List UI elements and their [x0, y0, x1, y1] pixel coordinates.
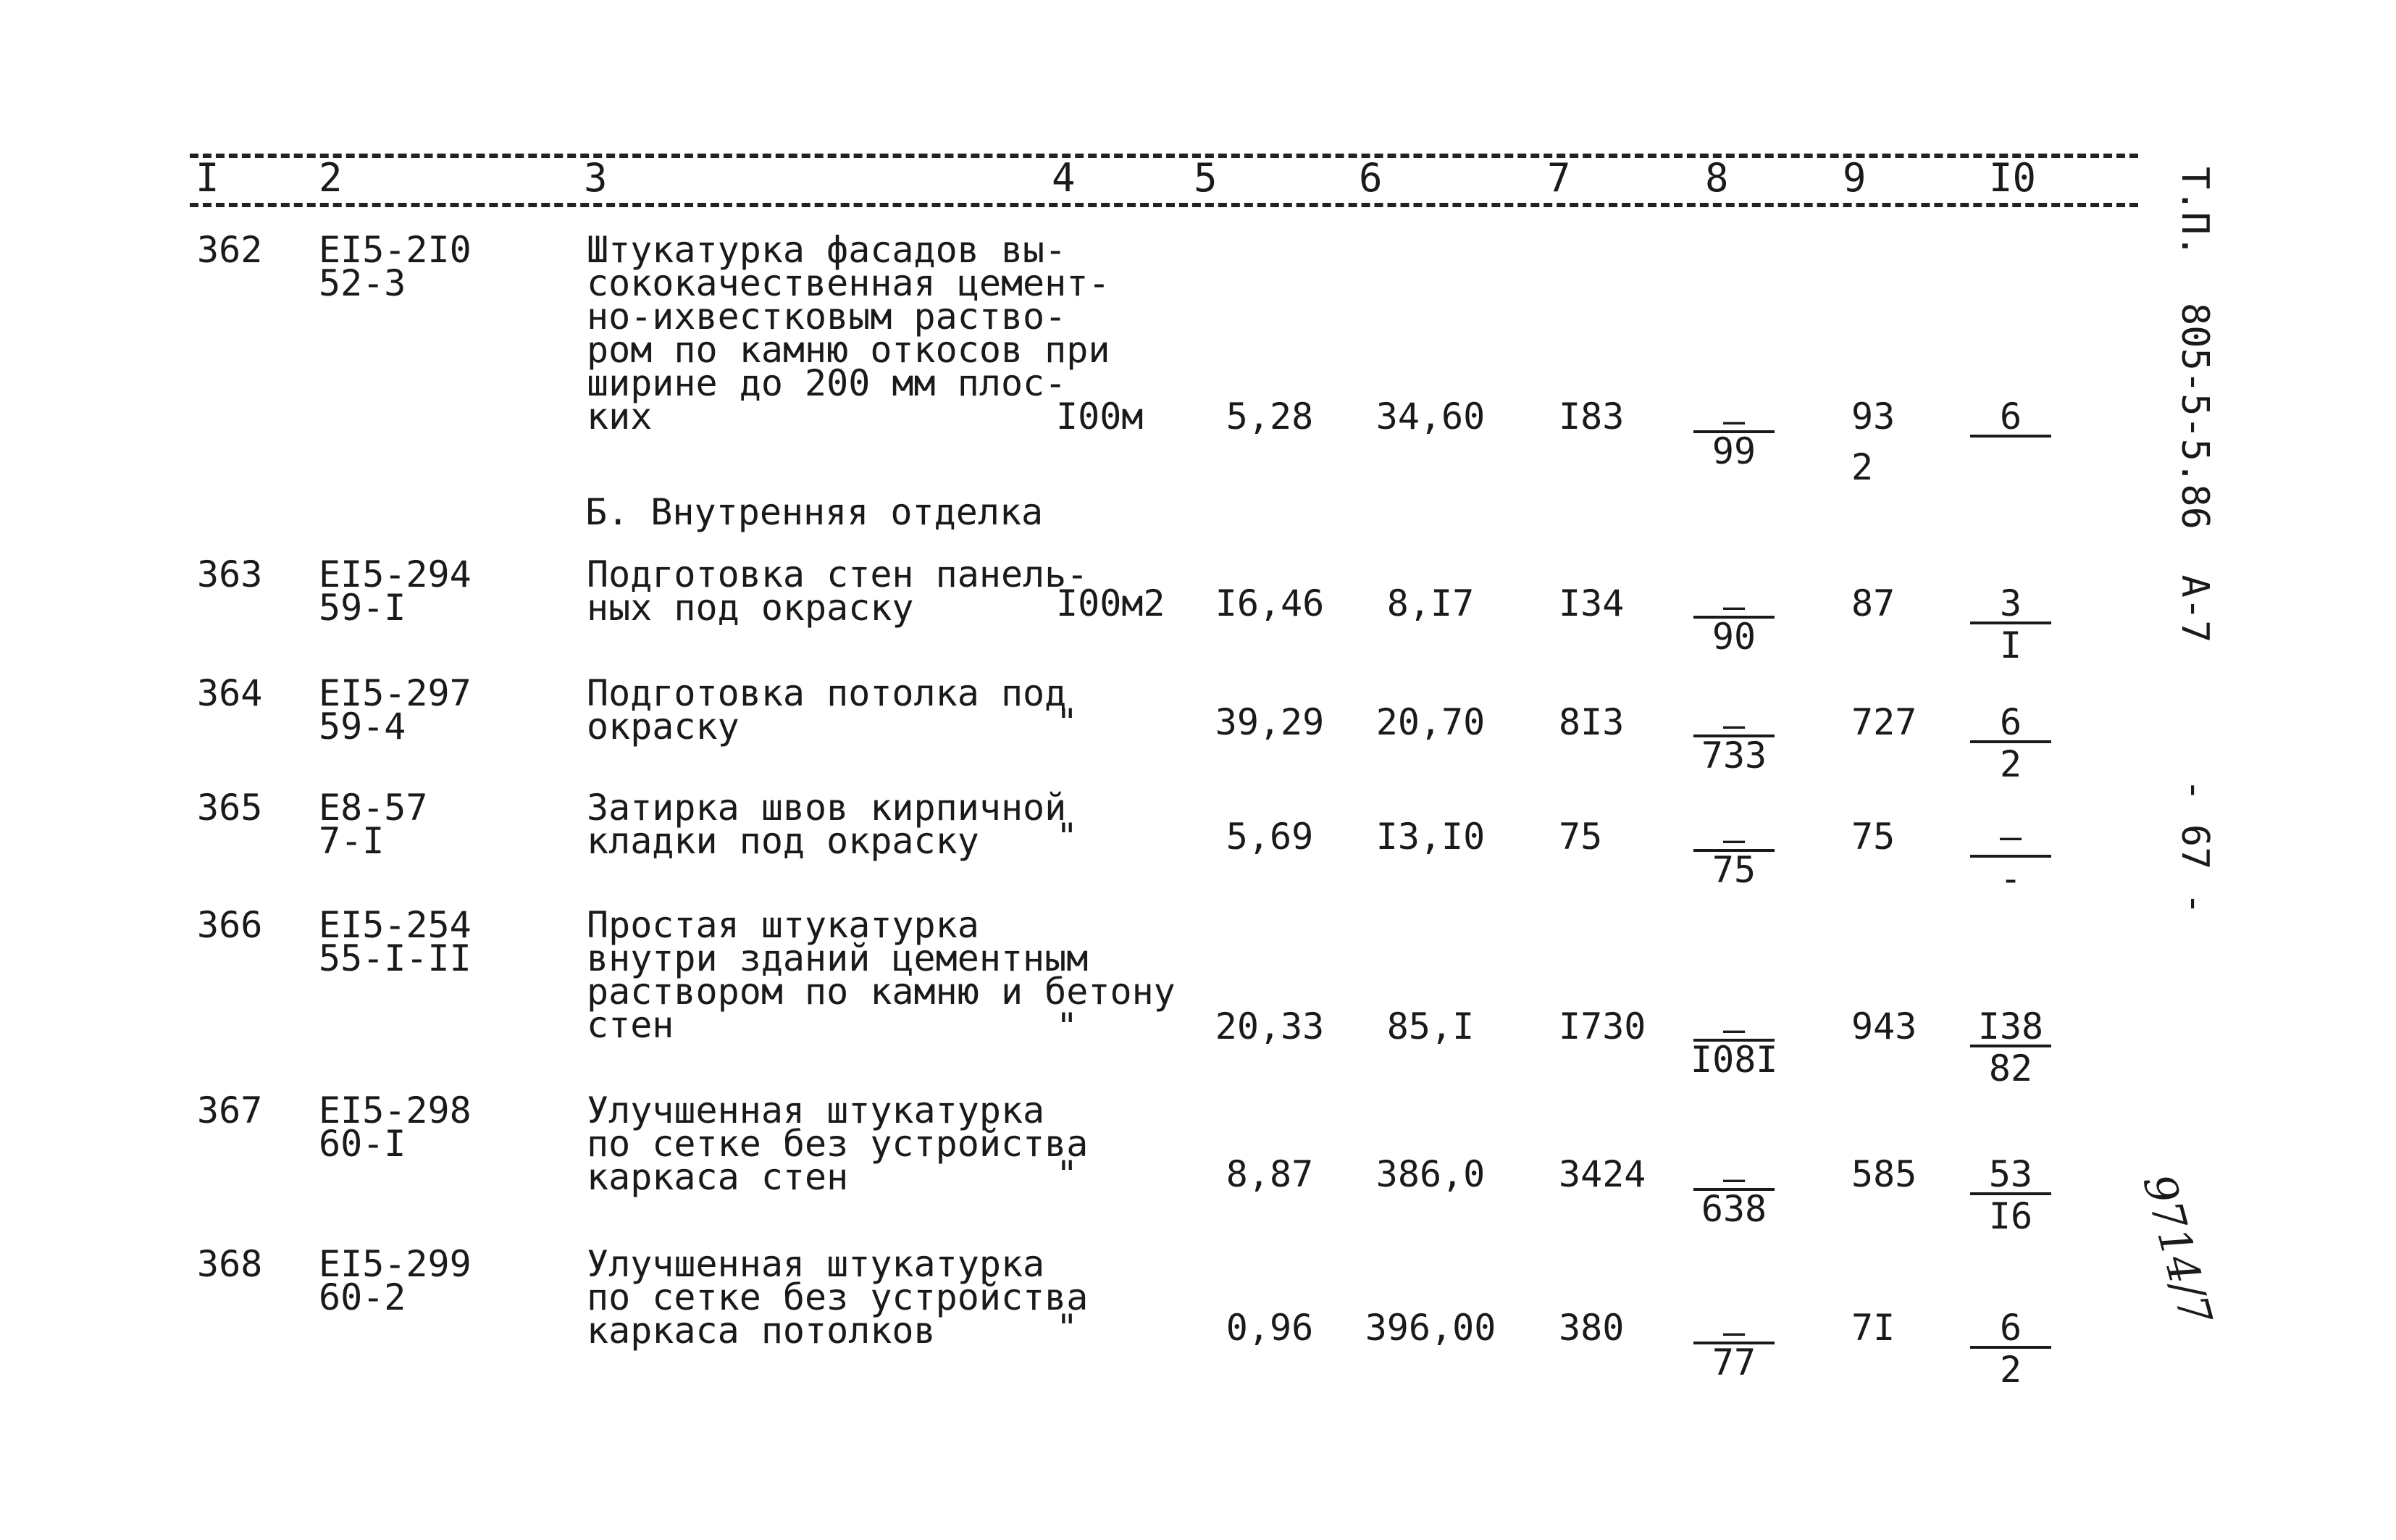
row-col10-bottom: I: [1999, 624, 2022, 666]
row-col7: I34: [1559, 582, 1625, 624]
row-col8-bottom: 638: [1701, 1188, 1767, 1230]
row-description: Подготовка потолка под окраску: [587, 672, 1067, 748]
row-col8-fraction: [1691, 704, 1777, 788]
row-number: 363: [197, 553, 263, 595]
row-col10-top: 3: [1999, 582, 2022, 624]
row-number: 368: [197, 1243, 263, 1285]
row-col10-bottom: 2: [1999, 743, 2022, 785]
row-col9-top: 943: [1851, 1005, 1917, 1047]
row-col8-bottom: 75: [1712, 849, 1756, 891]
row-col6: I3,I0: [1375, 816, 1486, 858]
row-number: 366: [197, 904, 263, 946]
row-code: EI5-297 59-4: [319, 672, 472, 748]
row-col9-bottom: 2: [1851, 446, 1874, 488]
row-code: EI5-254 55-I-II: [319, 904, 472, 979]
row-col9-top: 585: [1851, 1153, 1917, 1195]
row-description: Улучшенная штукатурка по сетке без устройства каркаса стен: [587, 1089, 1089, 1198]
column-header-6: 6: [1359, 155, 1383, 201]
row-unit: I00м: [1056, 396, 1144, 438]
row-col8-bottom: 733: [1701, 735, 1767, 777]
row-col8-top: –: [1722, 1311, 1746, 1353]
row-col7: 8I3: [1559, 701, 1625, 743]
column-header-9: 9: [1843, 155, 1867, 201]
row-col7: I83: [1559, 396, 1625, 438]
row-col9-top: 727: [1851, 701, 1917, 743]
row-col10-top: I38: [1977, 1005, 2044, 1047]
row-col10-bottom: 82: [1988, 1047, 2033, 1089]
row-col8-top: –: [1722, 585, 1746, 627]
row-col8-bottom: 77: [1712, 1342, 1756, 1384]
row-col5: 5,28: [1226, 396, 1314, 438]
row-unit: ": [1056, 816, 1078, 858]
row-col10-fraction: [1967, 1005, 2054, 1089]
row-col6: 396,00: [1365, 1307, 1496, 1349]
row-col7: I730: [1559, 1005, 1646, 1047]
row-col7: 3424: [1559, 1153, 1646, 1195]
row-code: E8-57 7-I: [319, 787, 428, 862]
row-col8-bottom: I08I: [1691, 1039, 1778, 1081]
row-col8-fraction: [1691, 1158, 1777, 1242]
row-col8-fraction: [1691, 1008, 1778, 1092]
row-col5: 39,29: [1215, 701, 1325, 743]
row-number: 365: [197, 787, 263, 829]
row-col10-top: 6: [1999, 396, 2022, 438]
column-header-1: I: [196, 155, 219, 201]
side-document-label: Т.П. 805-5-5.86 А-7 - 67 -: [2173, 167, 2216, 916]
column-header-8: 8: [1705, 155, 1729, 201]
row-unit: ": [1056, 1153, 1078, 1195]
row-unit: I00м2: [1056, 582, 1165, 624]
row-code: EI5-2I0 52-3: [319, 229, 472, 304]
row-col10-top: 53: [1988, 1153, 2033, 1195]
row-col6: 386,0: [1375, 1153, 1486, 1195]
row-col8-top: –: [1722, 1008, 1746, 1050]
row-col10-fraction: [1967, 701, 2054, 785]
row-number: 364: [197, 672, 263, 714]
row-code: EI5-294 59-I: [319, 553, 472, 629]
row-col6: 85,I: [1386, 1005, 1475, 1047]
row-col6: 8,I7: [1386, 582, 1475, 624]
row-col10-fraction: [1967, 1153, 2054, 1237]
column-header-4: 4: [1052, 155, 1076, 201]
row-col8-fraction: [1691, 1311, 1777, 1395]
row-col5: I6,46: [1215, 582, 1325, 624]
row-code: EI5-298 60-I: [319, 1089, 472, 1165]
row-col10-bottom: I6: [1988, 1195, 2033, 1237]
row-col6: 20,70: [1375, 701, 1486, 743]
row-col10-top: 6: [1999, 1307, 2022, 1349]
row-col9-top: 93: [1851, 396, 1896, 438]
row-col5: 0,96: [1226, 1307, 1314, 1349]
header-bottom-rule: [190, 203, 2138, 207]
row-col9-top: 87: [1851, 582, 1896, 624]
row-unit: ": [1056, 1307, 1078, 1349]
row-col8-top: –: [1722, 1158, 1746, 1200]
row-description: Штукатурка фасадов вы- сококачественная цемент- но-ихвестковым раство- ром по камню откосов при ширине до 200 мм плос- ких: [587, 229, 1110, 438]
column-header-3: 3: [584, 155, 608, 201]
row-col7: 380: [1559, 1307, 1625, 1349]
row-col10-fraction: [1967, 1307, 2054, 1391]
row-col8-bottom: 99: [1712, 430, 1756, 472]
section-title: Б. Внутренняя отделка: [585, 491, 1044, 533]
row-col8-top: –: [1722, 819, 1746, 861]
handwritten-stamp: 9714/7: [2132, 1168, 2221, 1331]
column-header-7: 7: [1547, 155, 1571, 201]
column-header-2: 2: [319, 155, 343, 201]
row-col10-top: 6: [1999, 701, 2022, 743]
row-unit: ": [1056, 701, 1078, 743]
row-description: Улучшенная штукатурка по сетке без устройства каркаса потолков: [587, 1243, 1089, 1352]
row-col8-fraction: [1691, 585, 1777, 669]
column-header-10: I0: [1989, 155, 2037, 201]
row-description: Подготовка стен панель- ных под окраску: [587, 553, 1089, 629]
row-col8-fraction: [1691, 400, 1777, 484]
row-number: 367: [197, 1089, 263, 1131]
row-col9-top: 7I: [1851, 1307, 1896, 1349]
row-col8-bottom: 90: [1712, 616, 1756, 658]
row-col10-top: –: [1999, 816, 2022, 858]
row-col5: 8,87: [1226, 1153, 1314, 1195]
row-col8-fraction: [1691, 819, 1777, 903]
row-col8-top: –: [1722, 704, 1746, 746]
row-col5: 5,69: [1226, 816, 1314, 858]
row-col7: 75: [1559, 816, 1603, 858]
row-code: EI5-299 60-2: [319, 1243, 472, 1318]
row-col5: 20,33: [1215, 1005, 1325, 1047]
row-col8-top: –: [1722, 400, 1746, 442]
row-col10-fraction: [1967, 396, 2054, 480]
row-col10-fraction: [1967, 816, 2054, 900]
fraction-bar: [1970, 435, 2051, 438]
row-description: Простая штукатурка внутри зданий цементным раствором по камню и бетону стен: [587, 904, 1176, 1046]
row-unit: ": [1056, 1005, 1078, 1047]
row-col9-top: 75: [1851, 816, 1896, 858]
row-col10-fraction: [1967, 582, 2054, 666]
row-col10-bottom: -: [1999, 858, 2022, 900]
row-col6: 34,60: [1375, 396, 1486, 438]
row-description: Затирка швов кирпичной кладки под окраску: [587, 787, 1067, 862]
column-header-5: 5: [1194, 155, 1218, 201]
row-col10-bottom: 2: [1999, 1349, 2022, 1391]
row-number: 362: [197, 229, 263, 271]
